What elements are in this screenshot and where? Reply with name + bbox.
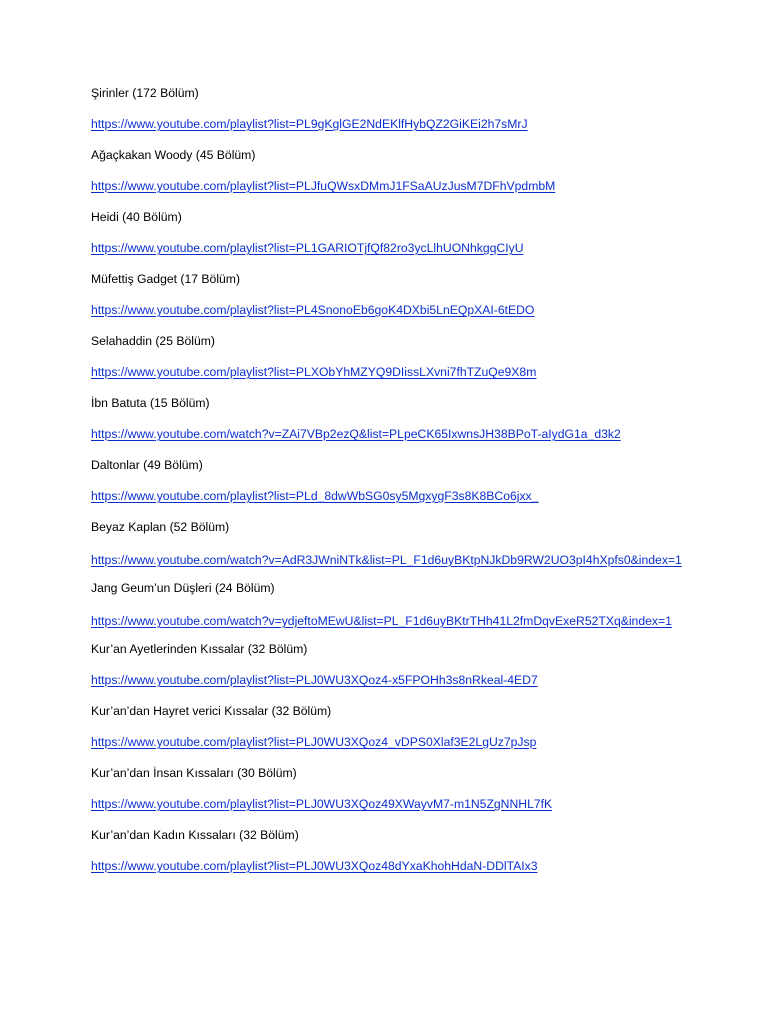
entry-title: Şirinler (172 Bölüm) — [91, 86, 199, 100]
playlist-link[interactable]: https://www.youtube.com/playlist?list=PL4SnonoEb6goK4DXbi5LnEQpXAI-6tEDO — [91, 303, 535, 317]
entry-title: Kur’an’dan İnsan Kıssaları (30 Bölüm) — [91, 766, 297, 780]
entry-title: Kur’an Ayetlerinden Kıssalar (32 Bölüm) — [91, 642, 308, 656]
playlist-link[interactable]: https://www.youtube.com/playlist?list=PLJ0WU3XQoz4_vDPS0Xlaf3E2LgUz7pJsp — [91, 735, 537, 749]
playlist-link[interactable]: https://www.youtube.com/watch?v=ZAi7VBp2ezQ&list=PLpeCK65IxwnsJH38BPoT-aIydG1a_d3k2 — [91, 427, 621, 441]
entry-title: Selahaddin (25 Bölüm) — [91, 334, 215, 348]
playlist-link[interactable]: https://www.youtube.com/playlist?list=PLJ0WU3XQoz4-x5FPOHh3s8nRkeal-4ED7 — [91, 673, 538, 687]
entry-title: Müfettiş Gadget (17 Bölüm) — [91, 272, 241, 286]
playlist-link[interactable]: https://www.youtube.com/watch?v=AdR3JWniNTk&list=PL_F1d6uyBKtpNJkDb9RW2UO3pI4hXpfs0&index=1 — [91, 553, 682, 567]
entry-title: Jang Geum’un Düşleri (24 Bölüm) — [91, 581, 275, 595]
entry-title: Daltonlar (49 Bölüm) — [91, 458, 203, 472]
playlist-link[interactable]: https://www.youtube.com/playlist?list=PL9gKglGE2NdEKlfHybQZ2GiKEi2h7sMrJ — [91, 117, 528, 131]
playlist-link[interactable]: https://www.youtube.com/playlist?list=PLJfuQWsxDMmJ1FSaAUzJusM7DFhVpdmbM — [91, 179, 556, 193]
playlist-link[interactable]: https://www.youtube.com/watch?v=ydjeftoMEwU&list=PL_F1d6uyBKtrTHh41L2fmDqvExeR52TXq&index=1 — [91, 614, 672, 628]
entry-title: Beyaz Kaplan (52 Bölüm) — [91, 520, 230, 534]
entry-title: İbn Batuta (15 Bölüm) — [91, 396, 210, 410]
playlist-link[interactable]: https://www.youtube.com/playlist?list=PLXObYhMZYQ9DIissLXvni7fhTZuQe9X8m — [91, 365, 537, 379]
entry-title: Ağaçkakan Woody (45 Bölüm) — [91, 148, 256, 162]
entry-title: Kur’an’dan Kadın Kıssaları (32 Bölüm) — [91, 828, 299, 842]
playlist-link[interactable]: https://www.youtube.com/playlist?list=PLJ0WU3XQoz49XWayvM7-m1N5ZgNNHL7fK — [91, 797, 553, 811]
playlist-link[interactable]: https://www.youtube.com/playlist?list=PLJ0WU3XQoz48dYxaKhohHdaN-DDlTAIx3 — [91, 859, 538, 873]
playlist-link[interactable]: https://www.youtube.com/playlist?list=PLd_8dwWbSG0sy5MgxygF3s8K8BCo6jxx_ — [91, 489, 539, 503]
entry-title: Heidi (40 Bölüm) — [91, 210, 182, 224]
entry-title: Kur’an’dan Hayret verici Kıssalar (32 Bölüm) — [91, 704, 332, 718]
document-page — [91, 85, 691, 889]
playlist-link[interactable]: https://www.youtube.com/playlist?list=PL1GARIOTjfQf82ro3ycLlhUONhkgqCIyU — [91, 241, 524, 255]
